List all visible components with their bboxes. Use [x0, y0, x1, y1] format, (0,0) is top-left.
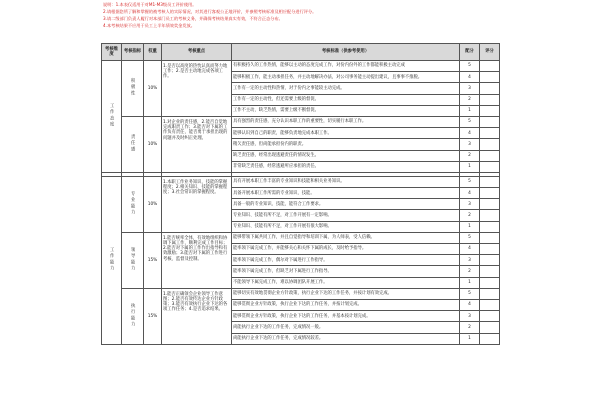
instructions	[100, 0, 500, 43]
standard-cell: 具有开展本职工作丰富的专业知识和技能和相关业务知识。	[232, 176, 460, 187]
header-indicator: 考核指标	[122, 44, 144, 61]
indicator-name: 执行能力	[130, 302, 136, 328]
standard-cell: 稍欠责任感，但尚能承担份内的职责。	[232, 139, 460, 150]
table-row	[102, 288, 500, 299]
points-cell: 4	[460, 299, 480, 310]
score-input-cell[interactable]	[480, 94, 500, 105]
standard-cell: 工作有一定的主动性，但还需要上级的督促。	[232, 94, 460, 105]
score-input-cell[interactable]	[480, 333, 500, 344]
indicator-cell	[122, 116, 144, 172]
standard-cell: 具备一般的专业知识、技能，能符合工作要求。	[232, 199, 460, 210]
score-input-cell[interactable]	[480, 128, 500, 139]
key-points-cell: 1.对企业的责任感，2.能否自觉地完成职责工作；3.能否对下属的工作负有责任，能否勇于承担出现的问题并及时纠正处理。	[162, 116, 232, 172]
standard-cell: 工作有一定的主动性和热情，对于份内之事能较主动完成。	[232, 83, 460, 94]
indicator-name: 专业能力	[130, 190, 136, 216]
header-score: 评分	[480, 44, 500, 61]
standard-cell: 缺乏责任感，经常出现逃避责任的情况发生。	[232, 150, 460, 161]
points-cell: 5	[460, 176, 480, 187]
points-cell: 2	[460, 322, 480, 333]
points-cell: 1	[460, 277, 480, 288]
score-input-cell[interactable]	[480, 116, 500, 127]
standard-cell: 能够积极工作，能主动承担任务，并主动地解决办法，对公司事务能主动提出建议，且事事不推脱。	[232, 72, 460, 83]
points-cell: 4	[460, 188, 480, 199]
standard-cell: 能够认识到自己的职责，能够负责地完成本职工作。	[232, 128, 460, 139]
points-cell: 3	[460, 83, 480, 94]
dimension-cell	[102, 61, 122, 173]
instruction-line: 说明：1.本表仅适用于对M1-M3级员工评价使用。	[103, 2, 197, 7]
header-standard: 考核标准（供参考使用）	[232, 44, 460, 61]
score-input-cell[interactable]	[480, 83, 500, 94]
points-cell: 2	[460, 210, 480, 221]
score-input-cell[interactable]	[480, 161, 500, 172]
standard-cell: 专业知识、技能有所不足，对工作开展有很大影响。	[232, 221, 460, 232]
weight-cell: 10%	[144, 61, 162, 117]
standard-cell: 能够贯彻企业方针政策，执行企业下达的工作任务，并按计划完成。	[232, 299, 460, 310]
standard-cell: 能率领下属完成工作，但缺乏对下属进行工作指导。	[232, 266, 460, 277]
score-input-cell[interactable]	[480, 277, 500, 288]
weight-cell: 15%	[144, 232, 162, 288]
standard-cell: 能率领下属完成工作，偶尔对下属进行工作指导。	[232, 255, 460, 266]
score-input-cell[interactable]	[480, 322, 500, 333]
evaluation-sheet	[100, 0, 500, 400]
standard-cell: 能够带领下属共同工作，并且自觉指导和培训下属，为人师表，受人信赖。	[232, 232, 460, 243]
points-cell: 2	[460, 266, 480, 277]
score-input-cell[interactable]	[480, 244, 500, 255]
points-cell: 3	[460, 255, 480, 266]
evaluation-table	[101, 43, 500, 345]
points-cell: 3	[460, 311, 480, 322]
score-input-cell[interactable]	[480, 299, 500, 310]
points-cell: 4	[460, 72, 480, 83]
points-cell: 1	[460, 221, 480, 232]
standard-cell: 工作不主动，缺乏热情，需要上级不断督促。	[232, 105, 460, 116]
standard-cell: 能够切实有效地贯彻企业方针政策，执行企业下达的工作任务，并按计划有效完成。	[232, 288, 460, 299]
points-cell: 1	[460, 161, 480, 172]
points-cell: 2	[460, 150, 480, 161]
weight-cell: 15%	[144, 288, 162, 344]
indicator-name: 领导能力	[130, 246, 136, 272]
dimension-cell	[102, 176, 122, 344]
score-input-cell[interactable]	[480, 266, 500, 277]
score-input-cell[interactable]	[480, 210, 500, 221]
standard-cell: 具有强烈的责任感，充分认识本职工作的重要性，切实履行本职工作。	[232, 116, 460, 127]
key-points-cell: 1.能否正确领会企业领导工作意图；2.能否有效传达企业方针政策；3.能否有效执行企业下达的各项工作任务；4.是否追求结果。	[162, 288, 232, 344]
standard-cell: 能够贯彻企业方针政策，执行企业下达的工作任务，并基本按计划完成。	[232, 311, 460, 322]
table-row	[102, 232, 500, 243]
table-row	[102, 116, 500, 127]
standard-cell: 尚能执行企业下达的工作任务，完成情况一般。	[232, 322, 460, 333]
table-row	[102, 61, 500, 72]
dimension-label: 工作能力	[109, 246, 115, 272]
indicator-cell	[122, 61, 144, 117]
score-input-cell[interactable]	[480, 311, 500, 322]
indicator-cell	[122, 232, 144, 288]
weight-cell: 10%	[144, 116, 162, 172]
points-cell: 5	[460, 61, 480, 72]
score-input-cell[interactable]	[480, 255, 500, 266]
indicator-name: 责任感	[130, 133, 136, 153]
indicator-name: 积极性	[130, 77, 136, 97]
weight-cell: 10%	[144, 176, 162, 232]
score-input-cell[interactable]	[480, 105, 500, 116]
standard-cell: 有积极持久的工作热情，能够以主动的态度完成工作，对份内份外的工作都能积极主动完成	[232, 61, 460, 72]
header-points: 配分	[460, 44, 480, 61]
key-points-cell: 1.是否以高度的热忱认真而努力地工作；2.是否主动地完成各项工作。	[162, 61, 232, 117]
standard-cell: 具备开展本职工作所需的专业知识、技能。	[232, 188, 460, 199]
points-cell: 5	[460, 288, 480, 299]
standard-cell: 能率领下属完成工作，并能够关心和关怀下属的成长，及时给予指导。	[232, 244, 460, 255]
table-header	[102, 44, 500, 61]
standard-cell: 不能领导下属完成工作，难以协调团队开展工作。	[232, 277, 460, 288]
score-input-cell[interactable]	[480, 176, 500, 187]
instruction-line: 4.本考核结果不应用于员工上半年绩效奖金发放。	[103, 23, 195, 28]
points-cell: 1	[460, 333, 480, 344]
score-input-cell[interactable]	[480, 150, 500, 161]
standard-cell: 尚能执行企业下达的工作任务，完成情况较差。	[232, 333, 460, 344]
points-cell: 5	[460, 116, 480, 127]
table-row	[102, 176, 500, 187]
points-cell: 3	[460, 139, 480, 150]
standard-cell: 非常缺乏责任感，经常逃避所应承担的责任。	[232, 161, 460, 172]
points-cell: 4	[460, 128, 480, 139]
points-cell: 2	[460, 94, 480, 105]
header-weight: 权重	[144, 44, 162, 61]
points-cell: 3	[460, 199, 480, 210]
indicator-cell	[122, 288, 144, 344]
key-points-cell: 1.本职工作业务知识、技能的掌握程度；2.相关知识、技能的掌握程度；3.社会常识的掌握程度。	[162, 176, 232, 232]
standard-cell: 专业知识、技能有所不足，对工作开展有一定影响。	[232, 210, 460, 221]
instruction-line: 2.请根据您所了解和掌握的被考核人的实际情况，对其进行客观公正地评价，并参照考核标准及相应配分进行评分。	[103, 9, 317, 14]
points-cell: 5	[460, 232, 480, 243]
dimension-label: 工作态度	[109, 102, 115, 128]
score-input-cell[interactable]	[480, 288, 500, 299]
points-cell: 1	[460, 105, 480, 116]
instruction-line: 3.请二级部门负责人履行对本部门员工的考核义务，并确保考核结果真实有效，不符合正态分布。	[103, 16, 283, 21]
score-input-cell[interactable]	[480, 199, 500, 210]
key-points-cell: 1.能否统率全体，有效地组织和协调下属工作，顺利完成工作目标；2.能否对下属的工作作出指导和有效激励；3.能否对下属的工作进行考核、监督及控制。	[162, 232, 232, 288]
table-body	[102, 61, 500, 345]
score-input-cell[interactable]	[480, 72, 500, 83]
points-cell: 4	[460, 244, 480, 255]
header-key-points: 考核重点	[162, 44, 232, 61]
indicator-cell	[122, 176, 144, 232]
score-input-cell[interactable]	[480, 188, 500, 199]
score-input-cell[interactable]	[480, 61, 500, 72]
score-input-cell[interactable]	[480, 221, 500, 232]
score-input-cell[interactable]	[480, 232, 500, 243]
score-input-cell[interactable]	[480, 139, 500, 150]
header-dimension: 考核维度	[102, 44, 122, 61]
